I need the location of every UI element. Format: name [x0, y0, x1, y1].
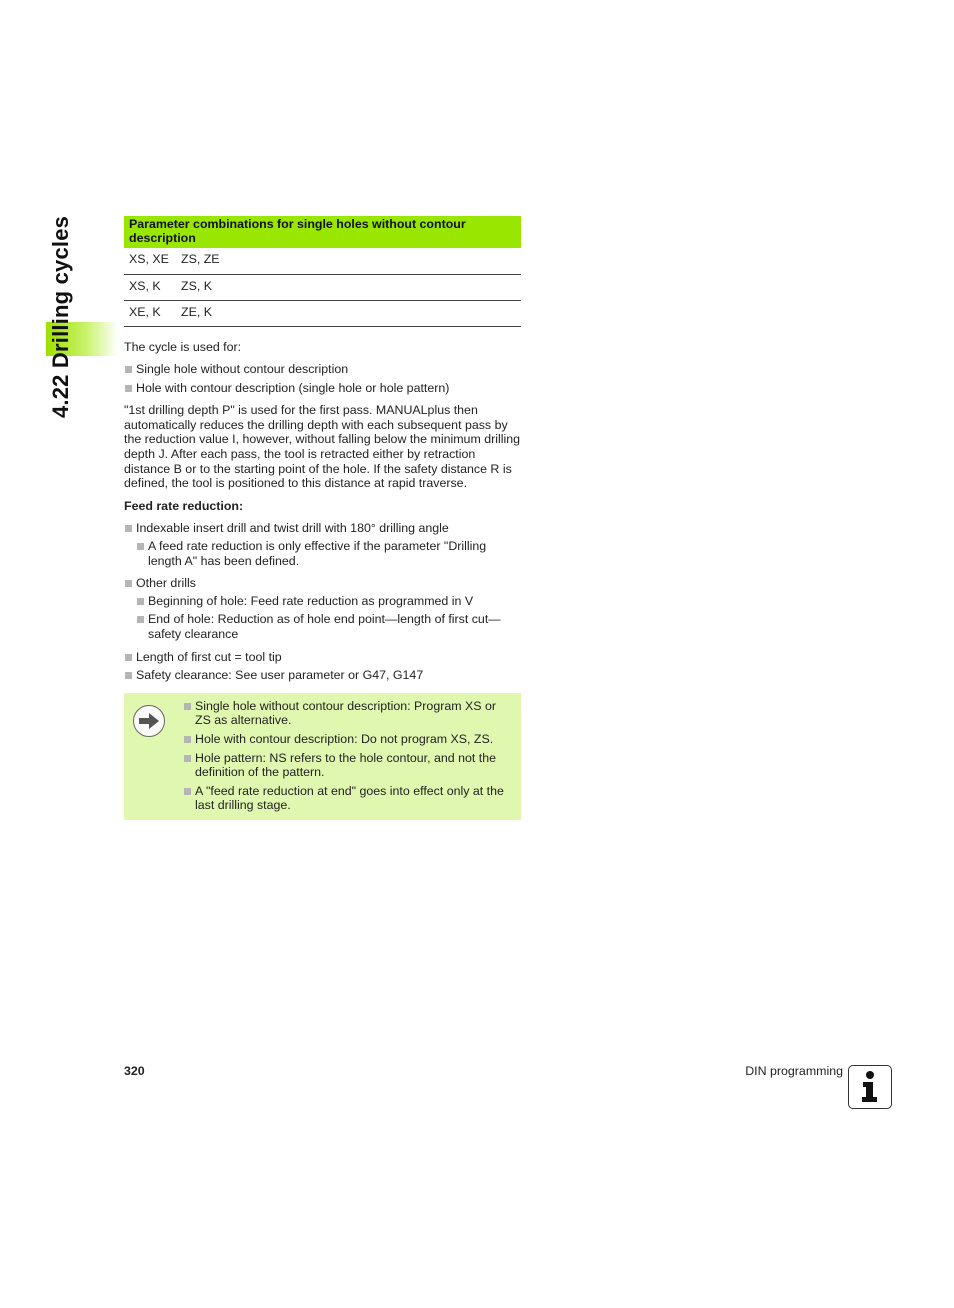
main-content [124, 216, 521, 820]
info-icon [848, 1065, 892, 1109]
sub-list [136, 594, 521, 642]
sub-list [136, 539, 521, 568]
list-item: Single hole without contour description [124, 362, 521, 377]
sub-list-item: A feed rate reduction is only effective if the parameter "Drilling length A" has been defined. [136, 539, 521, 568]
feed-rate-list [124, 521, 521, 682]
page-number: 320 [124, 1064, 145, 1078]
table-row [124, 248, 521, 274]
chapter-side-title: 4.22 Drilling cycles [48, 215, 73, 418]
list-item-text: Indexable insert drill and twist drill with 180° drilling angle [136, 521, 449, 536]
arrow-right-icon [133, 705, 165, 737]
table-cell: ZS, ZE [176, 248, 521, 274]
description-paragraph: "1st drilling depth P" is used for the first pass. MANUALplus then automatically reduces the drilling depth with each subsequent pass by the reduction value I, however, without falling below the minimum drilling depth J. After each pass, the tool is retracted either by retraction distance B or to the starting point of the hole. If the safety distance R is defined, the tool is positioned to this distance at rapid traverse. [124, 403, 521, 491]
note-item: Hole pattern: NS refers to the hole contour, and not the definition of the pattern. [183, 751, 509, 780]
table-header: Parameter combinations for single holes without contour description [124, 216, 521, 248]
table-cell: XE, K [124, 300, 176, 326]
note-box [124, 693, 521, 820]
list-item: Length of first cut = tool tip [124, 650, 521, 665]
table-row [124, 300, 521, 326]
list-item [124, 521, 521, 568]
list-item [124, 576, 521, 641]
table-row [124, 274, 521, 300]
parameter-combinations-table [124, 216, 521, 327]
list-item: Safety clearance: See user parameter or G47, G147 [124, 668, 521, 683]
table-cell: XS, XE [124, 248, 176, 274]
uses-list [124, 362, 521, 395]
sub-list-item: Beginning of hole: Feed rate reduction as programmed in V [136, 594, 521, 609]
note-item: Single hole without contour description: Program XS or ZS as alternative. [183, 699, 509, 728]
note-item: A "feed rate reduction at end" goes into effect only at the last drilling stage. [183, 784, 509, 813]
sub-list-item: End of hole: Reduction as of hole end point—length of first cut—safety clearance [136, 612, 521, 641]
chapter-name: DIN programming [745, 1064, 843, 1078]
intro-text: The cycle is used for: [124, 339, 242, 354]
table-cell: XS, K [124, 274, 176, 300]
note-list [183, 699, 509, 813]
table-cell: ZE, K [176, 300, 521, 326]
list-item-text: Other drills [136, 576, 196, 591]
feed-rate-heading: Feed rate reduction: [124, 498, 244, 513]
note-item: Hole with contour description: Do not program XS, ZS. [183, 732, 509, 747]
table-cell: ZS, K [176, 274, 521, 300]
list-item: Hole with contour description (single hole or hole pattern) [124, 381, 521, 396]
